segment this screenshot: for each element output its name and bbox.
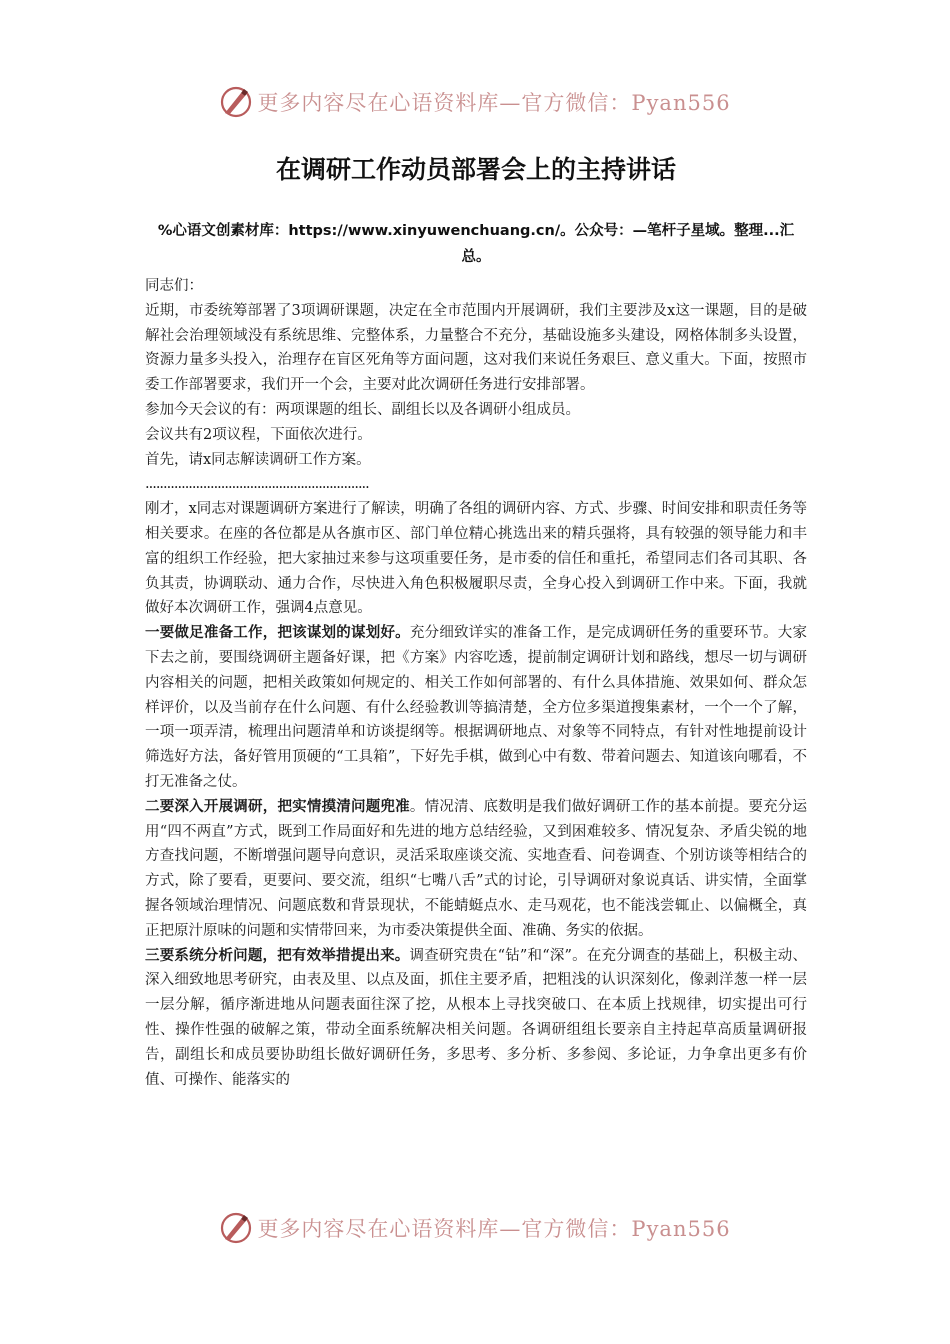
banner-text: 更多内容尽在心语资料库—官方微信：Pyan556 xyxy=(257,1217,731,1241)
section-1 xyxy=(145,621,807,795)
dotted-separator: .............................................................. xyxy=(145,476,369,493)
document-body xyxy=(145,150,807,1092)
source-line: %心语文创素材库：https://www.xinyuwenchuang.cn/。公众号：—笔杆子星域。整理...汇总。 xyxy=(157,223,795,265)
section-2 xyxy=(145,795,807,944)
footer-banner xyxy=(0,1208,950,1248)
section-3 xyxy=(145,944,807,1093)
section-1-heading: 一要做足准备工作，把该谋划的谋划好。 xyxy=(145,625,410,642)
section-3-body: 调查研究贵在“钻”和“深”。在充分调查的基础上，积极主动、深入细致地思考研究，由表及里、以点及面，抓住主要矛盾，把粗浅的认识深刻化，像剥洋葱一样一层一层分解，循序渐进地从问题表面往深了挖，从根本上寻找突破口、在本质上找规律，切实提出可行性、操作性强的破解之策，带动全面系统解决相关问题。各调研组组长要亲自主持起草高质量调研报告，副组长和成员要协助组长做好调研任务，多思考、多分析、多参阅、多论证，力争拿出更多有价值、可操作、能落实的 xyxy=(145,947,808,1088)
header-banner xyxy=(0,82,950,122)
paragraph-3: 会议共有2项议程，下面依次进行。 xyxy=(145,426,372,443)
document-title: 在调研工作动员部署会上的主持讲话 xyxy=(275,155,676,184)
paragraph-4: 首先，请x同志解读调研工作方案。 xyxy=(145,451,371,468)
greeting: 同志们： xyxy=(145,278,203,294)
pen-circle-logo-icon xyxy=(219,85,253,119)
section-2-heading: 二要深入开展调研，把实情摸清问题兜准 xyxy=(145,798,410,815)
paragraph-1: 近期，市委统筹部署了3项调研课题，决定在全市范围内开展调研，我们主要涉及x这一课题，目的是破解社会治理领域没有系统思维、完整体系，力量整合不充分，基础设施多头建设，网格体制多头设置，资源力量多头投入，治理存在盲区死角等方面问题，这对我们来说任务艰巨、意义重大。下面，按照市委工作部署要求，我们开一个会，主要对此次调研任务进行安排部署。 xyxy=(145,302,807,394)
section-2-body: 。情况清、底数明是我们做好调研工作的基本前提。要充分运用“四不两直”方式，既到工作局面好和先进的地方总结经验，又到困难较多、情况复杂、矛盾尖锐的地方查找问题，不断增强问题导向意识，灵活采取座谈交流、实地查看、问卷调查、个别访谈等相结合的方式，除了要看，更要问、要交流，组织“七嘴八舌”式的讨论，引导调研对象说真话、讲实情，全面掌握各领域治理情况、问题底数和背景现状，不能蜻蜓点水、走马观花，也不能浅尝辄止、以偏概全，真正把原汁原味的问题和实情带回来，为市委决策提供全面、准确、务实的依据。 xyxy=(145,798,808,939)
section-3-heading: 三要系统分析问题，把有效举措提出来。 xyxy=(145,947,410,964)
paragraph-5: 刚才，x同志对课题调研方案进行了解读，明确了各组的调研内容、方式、步骤、时间安排和职责任务等相关要求。在座的各位都是从各旗市区、部门单位精心挑选出来的精兵强将，具有较强的领导能力和丰富的组织工作经验，把大家抽过来参与这项重要任务，是市委的信任和重托，希望同志们各司其职、各负其责，协调联动、通力合作，尽快进入角色积极履职尽责，全身心投入到调研工作中来。下面，我就做好本次调研工作，强调4点意见。 xyxy=(145,501,807,617)
pen-circle-logo-icon xyxy=(219,1211,253,1245)
banner-text: 更多内容尽在心语资料库—官方微信：Pyan556 xyxy=(257,91,731,115)
section-1-body: 充分细致详实的准备工作，是完成调研任务的重要环节。大家下去之前，要围绕调研主题备好课，把《方案》内容吃透，提前制定调研计划和路线，想尽一切与调研内容相关的问题，把相关政策如何规定的、相关工作如何部署的、有什么具体措施、效果如何、群众怎样评价，以及当前存在什么问题、有什么经验教训等搞清楚，全方位多渠道搜集素材，一个一个了解，一项一项弄清，梳理出问题清单和访谈提纲等。根据调研地点、对象等不同特点，有针对性地提前设计筛选好方法，备好管用顶硬的“工具箱”，下好先手棋，做到心中有数、带着问题去、知道该向哪看，不打无准备之仗。 xyxy=(145,625,808,790)
paragraph-2: 参加今天会议的有：两项课题的组长、副组长以及各调研小组成员。 xyxy=(145,401,580,418)
